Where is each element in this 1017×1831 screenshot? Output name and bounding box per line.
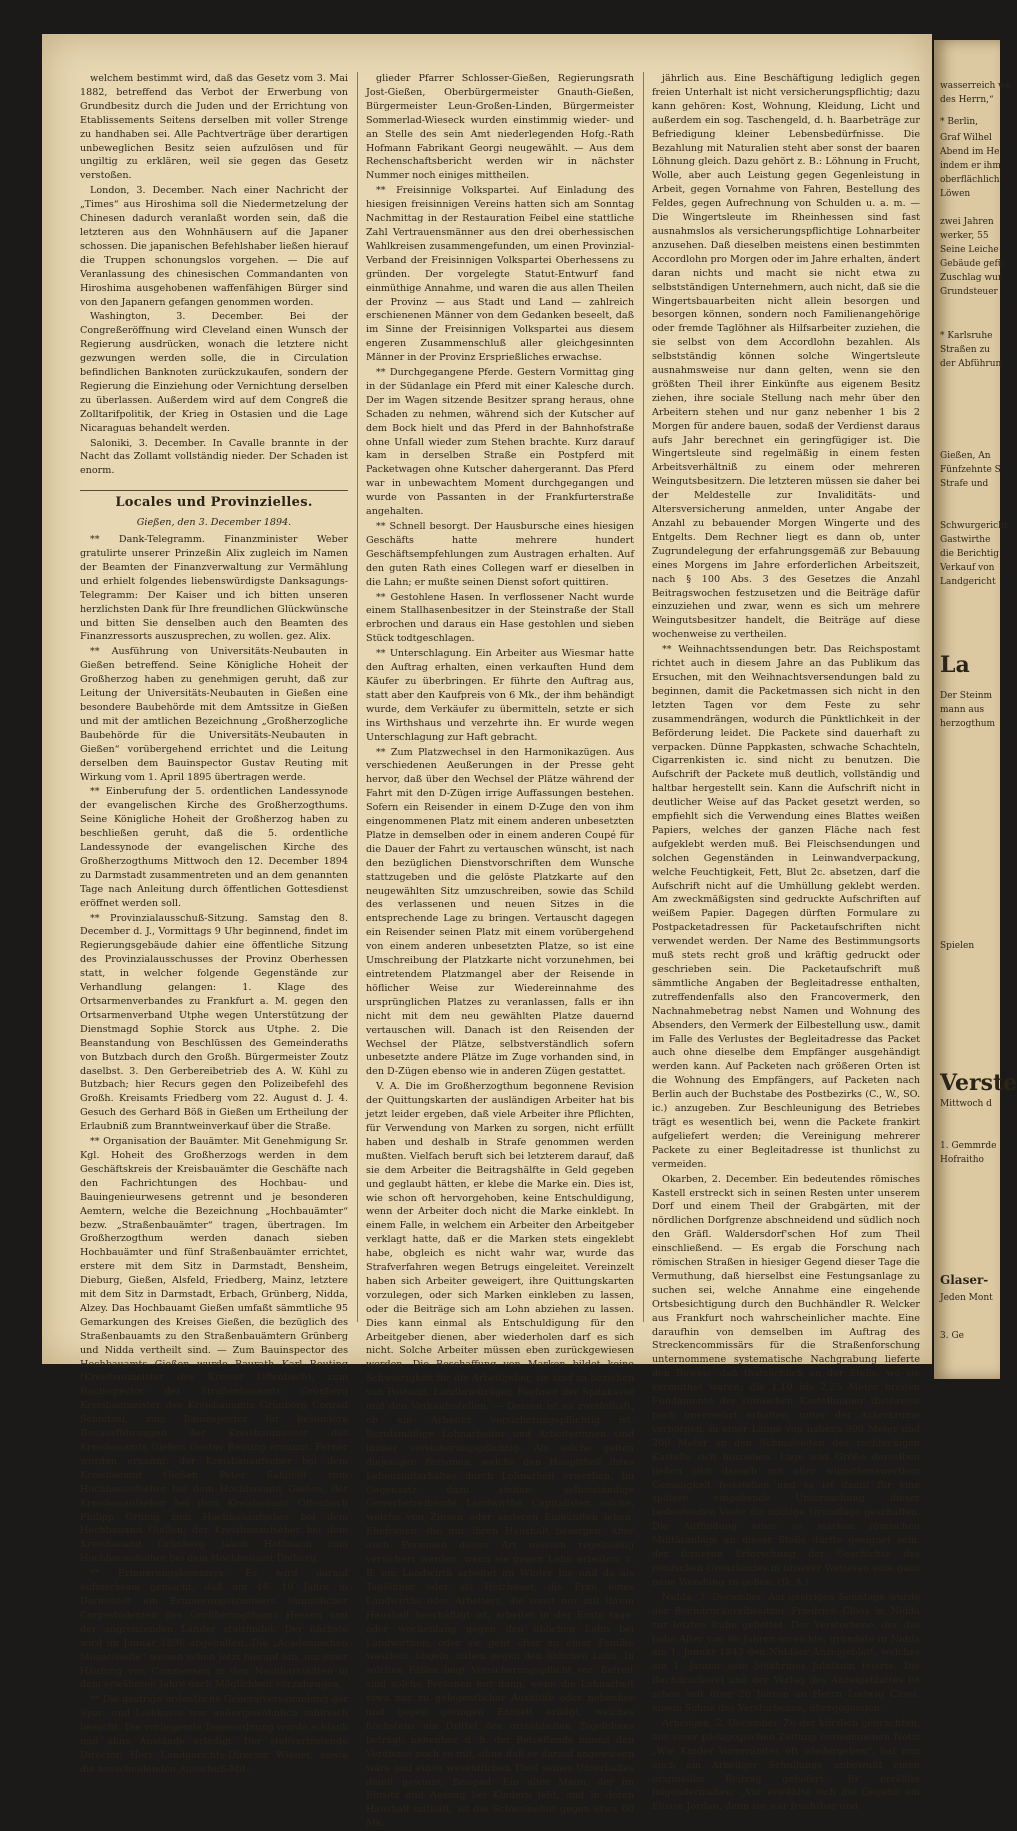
article-paragraph: ** Organisation der Bauämter. Mit Genehmigung Sr. Kgl. Hoheit des Großherzogs werden in dem Geschäftskreis der Kreisbauämter die Geschäfte nach den Fachrichtungen des Hochbau- und Bauingenieurwesens getrennt und je besonderen Aemtern, welche die Bezeichnung „Hochbauämter“ bezw. „Straßenbauämter“ tragen, übertragen. Im Großherzogthum werden danach sieben Hochbauämter und fünf Straßenbauämter errichtet, erstere mit dem Sitz in Darmstadt, Bensheim, Dieburg, Gießen, Alsfeld, Friedberg, Mainz, letztere mit dem Sitz in Darmstadt, Erbach, Grünberg, Nidda, Alzey. Das Hochbauamt Gießen umfaßt sämmtliche 95 Gemarkungen des Kreises Gießen, die bezüglich des Straßenbauamts zu den Straßenbauämtern Grünberg und Nidda vertheilt sind. — Zum Bauinspector des Hochbauamts Gießen wurde Baurath Karl Reuting (Kreisbaumeister des Kreises Offenbach), zum Bauinspector des Straßenbauamts Grünberg Kreisbaumeister des Kreisbauamts Grünberg Conrad Schnitzel, zum Bauinspector für besondere Bauausführungen der Kreisbaumeister des Kreisbauamts Gießen Gustav Reuting ernannt. Ferner wurden ernannt: der Kreisbauaufseher bei dem Kreisbauamt Gießen Peter Sahlfeld zum Hochbauaufseher bei dem Hochbauamt Gießen, der Kreisbauaufseher bei dem Kreisbauamt Offenbach Philipp Grünig zum Hochbauaufseher bei dem Hochbauamt Gießen, der Kreisbauaufseher bei dem Kreisbauamt Grünberg Jakob Hoffmann zum Hochbauaufseher bei dem Hochbauamt Dieburg. [80,1136,348,1565]
article-paragraph: ** Dank-Telegramm. Finanzminister Weber gratulirte unserer Prinzeßin Alix zugleich im Namen der Beamten der Finanzverwaltung zur Vermählung und erhielt folgendes liebenswürdigste Danksagungs-Telegramm: Der Kaiser und ich bitten unseren herzlichsten Dank für Ihre freundlichen Glückwünsche und bitten Sie denselben auch den Beamten des Finanzressorts auszusprechen, zu wollen. gez. Alix. [80,534,348,643]
fragment-line: Jeden Mont [940,1293,993,1303]
fragment-line: die Berichtig [940,549,1000,559]
article-paragraph: ** Unterschlagung. Ein Arbeiter aus Wiesmar hatte den Auftrag erhalten, einen verkauften Hund dem Käufer zu überbringen. Er führte den Auftrag aus, statt aber den Kaufpreis von 6 Mk., der ihm behändigt wurde, dem Verkäufer zu übermitteln, setzte er sich ins Wirthshaus und verzehrte ihn. Er wurde wegen Unterschlagung zur Haft gebracht. [366,648,634,743]
fragment-line: Schwurgericht [940,521,1008,531]
fragment-line: 3. Ge [940,1331,964,1341]
dateline: Gießen, den 3. December 1894. [136,517,292,529]
fragment-line: Graf Wilhel [940,133,992,143]
fragment-line: Löwen [940,189,971,199]
fragment-line: Strafe und [940,479,989,489]
fragment-line: Fünfzehnte S [940,465,1001,475]
fragment-line: Straßen zu [940,345,990,355]
article-paragraph: Washington, 3. December. Bei der Congreßeröffnung wird Cleveland einen Wunsch der Regierung ausdrücken, wonach die letztere nicht gezwungen werden solle, die in Circulation befindlichen Banknoten zurückzukaufen, sondern der Regierung die Einziehung oder Vernichtung derselben zu überlassen. Außerdem wird auf dem Congreß die Zolltarifpolitik, der Krieg in Ostasien und die Lage Nicaraguas behandelt werden. [80,311,348,434]
article-paragraph: ** Gestohlene Hasen. In verflossener Nacht wurde einem Stallhasenbesitzer in der Steinstraße der Stall erbrochen und daraus ein Hase gestohlen und sieben Stück todtgeschlagen. [366,591,634,645]
fragment-line: Glaser- [940,1273,989,1287]
article-paragraph: Saloniki, 3. December. In Cavalle brannte in der Nacht das Zollamt vollständig nieder. Der Schaden ist enorm. [80,437,348,477]
article-paragraph: ** Zum Platzwechsel in den Harmonikazügen. Aus verschiedenen Aeußerungen in der Presse geht hervor, daß über den Wechsel der Plätze während der Fahrt mit den D-Zügen irrige Auffassungen bestehen. Sofern ein Reisender in einem D-Zuge den von ihm eingenommenen Platz mit einem anderen unbesetzten Platze in demselben oder in einem anderen Coupé für die Dauer der Fahrt zu vertauschen wünscht, ist nach den bezüglichen Dienstvorschriften dem Wunsche stattzugeben und die gelöste Platzkarte auf den neugewählten Sitz umzuschreiben, sowie das Schild des verlassenen und neuen Sitzes in die entsprechende Lage zu bringen. Vertauscht dagegen ein Reisender seinen Platz mit einem vorübergehend von einem anderen unbesetzten Platze, so ist eine Umschreibung der Platzkarte nicht vorzunehmen, bei eintretendem Platzmangel aber der Reisende in höflicher Weise zur Wiedereinnahme des ursprünglichen Platzes zu veranlassen, falls er ihn nicht mit dem neu gewählten Platze dauernd vertauschen will. Danach ist den Reisenden der Wechsel der Plätze, selbstverständlich sofern unbesetzte andere Plätze im Zuge vorhanden sind, in den D-Zügen ebenso wie in anderen Zügen gestattet. [366,746,634,1078]
article-paragraph: V. A. Die im Großherzogthum begonnene Revision der Quittungskarten der ausländigen Arbeiter hat bis jetzt leider ergeben, daß viele Arbeiter ihre Pflichten, für Verwendung von Marken zu sorgen, nicht erfüllt haben und deshalb in Strafe genommen werden mußten. Vielfach beruft sich bei letzterem darauf, daß sie dem Arbeiter die Beitragshälfte in Geld gegeben und geglaubt hätten, er klebe die Marke ein. Dies ist, wie schon oft hervorgehoben, keine Entschuldigung, wenn der Arbeiter doch nicht die Marke einklebt. In einem Falle, in welchem ein Arbeiter den Arbeitgeber verklagt hatte, daß er die Marken stets eingeklebt habe, obgleich es nicht wahr war, wurde das Strafverfahren wegen Betrugs eingeleitet. Vereinzelt haben sich Arbeiter geweigert, ihre Quittungskarten vorzulegen, oder sich Marken einkleben zu lassen, oder die Beiträge sich am Lohn abziehen zu lassen. Dies kann einmal als Entschuldigung für den Arbeitgeber dienen, aber wiederholen darf es sich nicht. Solche Arbeiter müssen eben zurückgewiesen werden. Die Beschaffung von Marken bildet keine Schwierigkeit für die Arbeitgeber, sie sind zu beziehen von Postamt, Landbriefträger, Rechner der Spitzkasse und den Verkaufsstellen. — Dessen ist es zweifelhaft, ob ein Arbeiter versicherungspflichtig ist. Berufsmäßige Lohnarbeiter und Arbeiterinnen sind immer versicherungspflichtig. Als solche gelten diejenigen Personen, welche den Haupttheil ihres Lebensunterhaltes durch Lohnarbeit erwerben. Im Gegensatz dazu stehen: selbstständige Gewerbetreibende, Landwirthe, Capitalisten, solche, welche von Zinsen oder anderen Einkünften leben, Ehefrauen, die nur ihren Haushalt besorgen. Aber auch Personen dieser Art müssen regelmäßig versichert werden, wenn sie gegen Lohn arbeiten; z. B. ein Landwirth arbeitet im Winter hie und da als Taglöhner oder als Holzhauer, die Frau eines Landwirths oder Arbeiters, die sonst nur mit ihrem Haushalt beschäftigt ist, arbeitet in der Ernte tage- oder wochenlang gegen den üblichen Lohn bei Landwirthen, oder sie geht öfter zu einer Familie waschen, bügeln, nähen gegen den üblichen Lohn. In solchen Fällen liegt Versicherungspflicht vor. Befreit sind solche Personen nur dann, wenn die Lohnarbeit etwa nur zu gelegentlicher Aushülfe oder nebenher und gegen geringen Entgelt erfolgt, welches höchstens ein Drittel des ortsüblichen Tagelohnes beträgt; nebenher, d. h. der Betreffende nimmt den Verdienst noch so mit, ohne daß er darauf angewiesen wäre und einen wesentlichen Theil seines Unterhaltes damit gewinnt. Beispiel: Ein alter Mann, der im Einsitz und Auszug bei Kindern lebt, und in deren Haushalt mithilft, ist die Schwelnehut gegen etwa 60 Mk. [366,1081,634,1830]
article-paragraph: Okarben, 2. December. Ein bedeutendes römisches Kastell erstreckt sich in seinen Resten unter unserem Dorf und einem Theil der Grabgärten, mit der nördlichen Dorfgrenze abschneidend und südlich noch den Gräfl. Waldersdorf'schen Hof zum Theil einschließend. — Es ergab die Forschung nach römischen Straßen in hiesiger Gegend dieser Tage die Vermuthung, daß hierselbst eine Festungsanlage zu suchen sei, welche Annahme eine eingehende Ortsbesichtigung durch den Buchhändler R. Welcker aus Frankfurt noch wahrscheinlicher machte. Eine daraufhin von demselben im Auftrag des Streckencommissärs für die Straßenforschung unternommene systematische Nachgrabung lieferte den Beweis, daß thatsächlich an der Stelle, wo sie vermuthet waren, die 1,10 bis 2,25 Meter breiten Fundamente der römischen Kastellmauer theilweise noch unversehrt erhalten, unter der Ackerkrume verborgen, in einer Länge von nahezu 300 Meter und 200 Meter an den Schmalseiten des rechteckigen Kastells sich hinziehen. Lage und Größe derselben ließen sich danach mit aller wünschenswerthen Genauigkeit feststellen und es ist damit für eine spätere eingehende Untersuchung dieser bedeutenden Veste die nöthige Grundlage geschaffen. Die Auffindung einer so starken römischen Militäranlage an dieser Stelle dürfte geeignet sein, der ferneren Erforschung der Geschichte des römischen Grenzlandes in unserer Wetterau eine ganz neue Wendung zu geben. (D. A.) [652,1173,920,1588]
fragment-line: Grundsteuer [940,287,998,297]
section-heading: Locales und Provinzielles. [80,490,348,510]
fragment-line: Gebäude gefü [940,259,1004,269]
fragment-line: Seine Leiche [940,245,999,255]
fragment-line: Mittwoch d [940,1099,992,1109]
column-middle [366,72,634,1830]
article-paragraph: glieder Pfarrer Schlosser-Gießen, Regierungsrath Jost-Gießen, Oberbürgermeister Gnauth-Gießen, Bürgermeister Leun-Großen-Linden, Bürgermeister Sommerlad-Wieseck wurden einstimmig wieder- und an Stelle des sein Amt niederlegenden Hofg.-Rath Hofmann Fabrikant Georgi neugewählt. — Aus dem Rechenschaftsbericht werden wir in nächster Nummer noch einiges mittheilen. [366,73,634,182]
article-paragraph: ** Provinzialausschuß-Sitzung. Samstag den 8. December d. J., Vormittags 9 Uhr beginnend, findet im Regierungsgebäude dahier eine öffentliche Sitzung des Provinzialausschusses der Provinz Oberhessen statt, in welcher folgende Gegenstände zur Verhandlung gelangen: 1. Klage des Ortsarmenverbandes zu Frankfurt a. M. gegen den Ortsarmenverband Utphe wegen Unterstützung der Dienstmagd Sophie Storck aus Utphe. 2. Die Beanstandung von Beschlüssen des Gemeinderaths von Butzbach durch den Großh. Bürgermeister Zoutz daselbst. 3. Den Gerbereibetrieb des A. W. Kühl zu Butzbach; hier Recurs gegen den Polizeibefehl des Großh. Kreisamts Friedberg vom 22. August d. J. 4. Gesuch des Gerhard Böß in Gießen um Ertheilung der Erlaubniß zum Branntweinverkauf über die Straße. [80,912,348,1133]
article-paragraph: welchem bestimmt wird, daß das Gesetz vom 3. Mai 1882, betreffend das Verbot der Erwerbung von Grundbesitz durch die Juden und der Errichtung von Etablissements Seitens derselben mit voller Strenge zu handhaben sei. Alle Pachtverträge über derartigen unbeweglichen Besitz seien aufzulösen und für ungiltig zu erklären, weil sie gegen das Gesetz verstoßen. [80,73,348,182]
article-paragraph: jährlich aus. Eine Beschäftigung lediglich gegen freien Unterhalt ist nicht versicherungspflichtig; dazu kann gehören: Kost, Wohnung, Kleidung, Licht und außerdem ein sog. Taschengeld, d. h. Baarbeträge zur Befriedigung kleiner Lebensbedürfnisse. Die Bezahlung mit Naturalien steht aber sonst der baaren Löhnung gleich. Dazu gehört z. B.: Löhnung in Frucht, Wolle, aber auch Leistung gegen Gegenleistung in Arbeit, gegen Vornahme von Fahren, Bestellung des Feldes, gegen Aufrechnung von Schulden u. a. m. — Die Wingertsleute im Rheinhessen sind fast ausnahmslos als versicherungspflichtige Lohnarbeiter anzusehen. Daß dieselben meistens einen bestimmten Accordlohn pro Morgen oder im Jahre erhalten, ändert daran nichts und macht sie nicht etwa zu selbstständigen Unternehmern, auch nicht, daß sie die Wingertsbauarbeiten nicht allein besorgen und besorgen können, sondern noch Familienangehörige oder fremde Taglöhner als Hilfsarbeiter zuziehen, die sie selbst von dem Accordlohn bezahlen. Als selbstständig können solche Wingertsleute ausnahmsweise nur dann gelten, wenn sie den größten Theil ihrer Einkünfte aus eigenem Besitz ziehen, ihre sociale Stellung nach mehr über den Arbeitern stehen und nur ganz nebenher 1 bis 2 Morgen für andere bauen, sodaß der Verdienst daraus aufs Jahr berechnet ein geringfügiger ist. Die Wingertsleute sind regelmäßig in einem festen Arbeitsverhältniß zu einem oder mehreren Weingutsbesitzern. Die letzteren müssen sie daher bei der Meldestelle zur Invaliditäts- und Altersversicherung anmelden, unter Angabe der Anzahl zu bebauender Morgen Wingerte und des Entgelts. Dem Rechner liegt es dann ob, unter Zugrundelegung der erfahrungsgemäß zur Bebauung eines Morgens im Jahre erforderlichen Arbeitszeit, nach § 100 Abs. 3 des Gesetzes die Anzahl Beitragswochen festzusetzen und die Beiträge dafür einzuziehen und zwar, wenn es sich um mehrere Weingutsbesitzer handelt, die Beiträge auf diese wochenweise zu vertheilen. [652,73,920,641]
article-paragraph: Nidda, 3. December. Am gestrigen Sonntage wurde der Buchdruckereibesitzer Friedrich Cloos in Nidda zur letzten Ruhe gebettet. Der Verstorbene, der das hohe Alter von 86 Jahren erreichte, gründete in Nidda am 1. Januar 1843 den Niddaer Anzeigeblatt, welches am 1. Januar sein 50jähriges Jubiläum feierte. Die Buchdruckerei und der Verlag des Anzeigeblattes ist schon seit über 20 Jahren an Herrn Ludwig Cloos, einem Sohne des Verstorbenen, übergegangen. [652,1591,920,1715]
article-paragraph: London, 3. December. Nach einer Nachricht der „Times“ aus Hiroshima soll die Niedermetzelung der Chinesen dadurch veranlaßt worden sein, daß die letzteren aus den Wohnhäusern auf die Japaner schossen. Die japanischen Befehlshaber ließen hierauf die Truppen schonungslos vorgehen. — Die auf Veranlassung des chinesischen Commandanten von Hiroshima ausgehobenen waffenfähigen Bürger sind von den Japanern gefangen genommen worden. [80,185,348,308]
fragment-line: der Abführun [940,359,1002,369]
fragment-line: Gießen, An [940,451,991,461]
fragment-line: Verkauf von [940,563,995,573]
fragment-heading: La [940,652,970,678]
article-paragraph: ** Freisinnige Volkspartei. Auf Einladung des hiesigen freisinnigen Vereins hatten sich am Sonntag Nachmittag in der Restauration Feibel eine stattliche Zahl Vertrauensmänner aus den drei oberhessischen Wahlkreisen zusammengefunden, um einen Provinzial-Verband der Freisinnigen Volkspartei Oberhessens zu gründen. Der vorgelegte Statut-Entwurf fand einmüthige Annahme, und waren die aus allen Theilen der Provinz — aus Stadt und Land — zahlreich erschienenen Männer von dem Gedanken beseelt, daß im Sinne der Freisinnigen Volkspartei aus diesem engeren Zusammenschluß aller gleichgesinnten Männer in der Provinz Ersprießliches erwachse. [366,185,634,364]
column-rule [357,72,358,1322]
article-paragraph: ** Die gestrige ordentliche Generalversammlung der Spar- und Leihkasse war außergewöhnlich zahlreich besucht. Die vorliegende Tagesordnung wurde schlank und ohne Anstände erledigt. Der stellvertretende Director, Herr Landgerichts-Director Wiener, sowie die ausscheidenden Ausschuß-Mit- [80,1694,348,1775]
fragment-line: wasserreich we [940,81,1012,91]
column-right [652,72,920,1813]
article-paragraph: ** Einberufung der 5. ordentlichen Landessynode der evangelischen Kirche des Großherzogthums. Seine Königliche Hoheit der Großherzog haben zu beschließen geruht, daß die 5. ordentliche Landessynode der evangelischen Kirche des Großherzogthums Mittwoch den 12. December 1894 zu Darmstadt zusammentreten und an dem genannten Tage nach Anleitung durch öffentlichen Gottesdienst eröffnet werden soll. [80,786,348,909]
fragment-line: zwei Jahren [940,217,994,227]
fragment-line: indem er ihm [940,161,1001,171]
fragment-line: Abend im He [940,147,1000,157]
fragment-line: des Herrn,“ [940,95,994,105]
fragment-line: Spielen [940,941,975,951]
fragment-line: Zuschlag wur [940,273,1003,283]
fragment-line: herzogthum [940,719,996,729]
fragment-line: Der Steinm [940,691,993,701]
fragment-heading: Verste [940,1070,1017,1096]
article-paragraph: ** Erinnerungskommers. Es wird darauf aufmerksam gemacht, daß am 16. 10 Jahre in Darmstadt ein Erinnerungskommers sämmtlicher Corpsstudenten des Großherzogthums Hessen und der angrenzenden Länder stattfindet. Der nächste wird im Januar 1896 abgehalten. Die „Academischen Monatshefte“ weisen schon jetzt hierauf hin, um einer Häufung von Commersen in den Nachbarstädten in dem erwähnten Jahre nach Möglichkeit vorzubeugen. [80,1568,348,1691]
fragment-line: Gastwirthe [940,535,991,545]
article-paragraph: ** Ausführung von Universitäts-Neubauten in Gießen betreffend. Seine Königliche Hoheit der Großherzog haben zu genehmigen geruht, daß zur Leitung der Universitäts-Neubauten in Gießen eine besondere Baubehörde mit dem Amtssitze in Gießen und mit der amtlichen Bezeichnung „Großherzogliche Baubehörde für die Universitäts-Neubauten in Gießen“ vorübergehend errichtet und die Leitung derselben dem Bauinspector Gustav Reuting mit Wirkung vom 1. April 1895 übertragen werde. [80,646,348,783]
fragment-line: * Berlin, [940,117,979,127]
adjacent-page-edge [934,40,1017,1379]
fragment-line: Landgericht [940,577,996,587]
fragment-line: * Karlsruhe [940,331,993,341]
article-paragraph: ** Weihnachtssendungen betr. Das Reichspostamt richtet auch in diesem Jahre an das Publikum das Ersuchen, mit den Weihnachtsversendungen bald zu beginnen, damit die Packetmassen sich nicht in den letzten Tagen vor dem Feste zu sehr zusammendrängen, wodurch die Pünktlichkeit in der Beförderung leidet. Die Packete sind dauerhaft zu verpacken. Dünne Pappkasten, schwache Schachteln, Cigarrenkisten ic. sind nicht zu benutzen. Die Aufschrift der Packete muß deutlich, vollständig und haltbar hergestellt sein. Kann die Aufschrift nicht in deutlicher Weise auf das Packet gesetzt werden, so empfiehlt sich die Verwendung eines Blattes weißen Papiers, welches der ganzen Fläche nach fest aufgeklebt werden muß. Bei Fleischsendungen und solchen Gegenständen in Leinwandverpackung, welche Feuchtigkeit, Fett, Blut 2c. absetzen, darf die Aufschrift nicht auf die Umhüllung geklebt werden. Am zweckmäßigsten sind gedruckte Aufschriften auf weißem Papier. Dagegen dürften Formulare zu Postpacketadressen für Packetaufschriften nicht verwendet werden. Der Name des Bestimmungsorts muß stets recht groß und kräftig gedruckt oder geschrieben sein. Die Packetaufschrift muß sämmtliche Angaben der Begleitadresse enthalten, zutreffendenfalls also den Francovermerk, den Nachnahmebetrag nebst Namen und Wohnung des Absenders, den Vermerk der Eilbestellung usw., damit im Falle des Verlustes der Begleitadresse das Packet auch ohne dieselbe dem Empfänger ausgehändigt werden kann. Auf Packeten nach größeren Orten ist die Wohnung des Empfängers, auf Packeten nach Berlin auch der Buchstabe des Postbezirks (C., W., SO. ic.) anzugeben. Zur Beschleunigung des Betriebes trägt es wesentlich bei, wenn die Packete frankirt aufgeliefert werden; die Vereinigung mehrerer Packete zu einer Begleitadresse ist thunlichst zu vermeiden. [652,644,920,1170]
column-rule [643,72,644,1322]
column-left [80,72,348,1775]
fragment-line: oberflächlich [940,175,1000,185]
article-paragraph: ** Schnell besorgt. Der Hausbursche eines hiesigen Geschäfts hatte mehrere hundert Geschäftsempfehlungen zum Austragen erhalten. Auf den guten Rath eines Collegen warf er dieselben in die Lahn; er mußte seinen Dienst sofort quittiren. [366,521,634,588]
article-paragraph: ** Durchgegangene Pferde. Gestern Vormittag ging in der Südanlage ein Pferd mit einer Kalesche durch. Der im Wagen sitzende Besitzer sprang heraus, ohne Schaden zu nehmen, während sich der Kutscher auf dem Bock hielt und das Pferd in der Bahnhofstraße ohne Unfall wieder zum Stehen brachte. Kurz darauf kam in derselben Straße ein Postpferd mit Packetwagen ohne Kutscher dahergerannt. Das Pferd war in unbewachtem Moment durchgegangen und wurde von Passanten in der Frankfurterstraße angehalten. [366,367,634,518]
fragment-line: 1. Gemmrde [940,1141,997,1151]
fragment-line: werker, 55 [940,231,989,241]
article-paragraph: Arheilgen, 2. December. Zu der kürzlich gebrachten, aus einer pädagogischen Zeitung entnommenen Notiz „Wie Kinder Vorerzähltes oft wiedergeben“, hat nun auch ein Arheilger Schuljunge unbewußt einen originellen Beitrag geliefert. Er erzählte folgendermaßen: „Vor erwählte sich die Gegend am Flusse Jordan, denn sie war fruchtbar und [652,1717,920,1813]
fragment-line: Hofraitho [940,1155,984,1165]
fragment-line: mann aus [940,705,985,715]
